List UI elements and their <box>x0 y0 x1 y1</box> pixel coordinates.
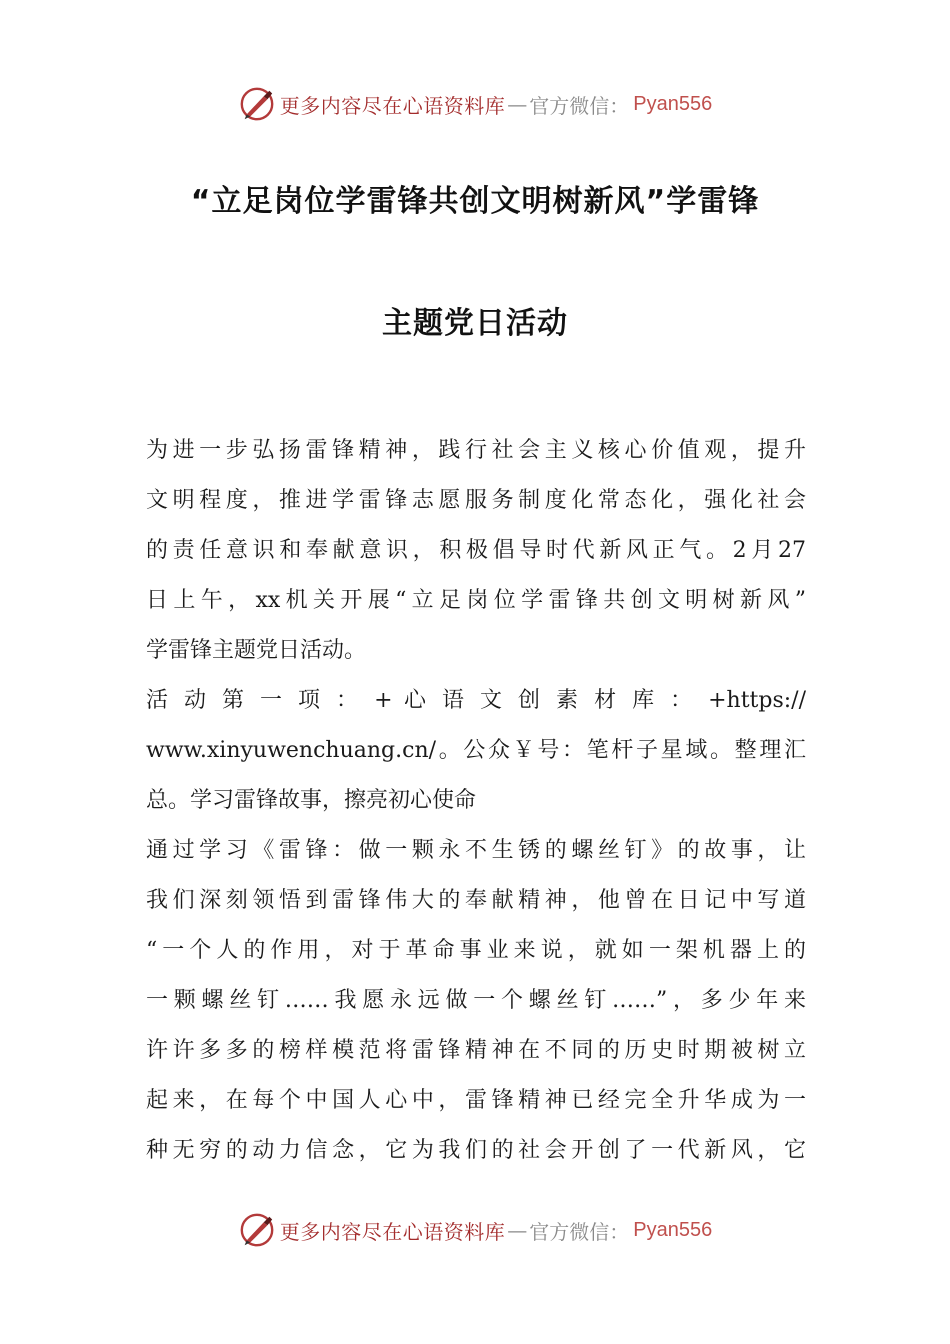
body-line: 的责任意识和奉献意识，积极倡导时代新风正气。2月27 <box>146 538 806 563</box>
body-line: 一颗螺丝钉……我愿永远做一个螺丝钉……”，多少年来 <box>146 988 806 1013</box>
body-line: “一个人的作用，对于革命事业来说，就如一架机器上的 <box>146 938 806 963</box>
body-line: 日上午，xx机关开展“立足岗位学雷锋共创文明树新风” <box>146 588 806 613</box>
body-line: 学雷锋主题党日活动。 <box>146 638 367 663</box>
page-title-line-1: “立足岗位学雷锋共创文明树新风”学雷锋 <box>190 184 760 219</box>
body-line: 种无穷的动力信念，它为我们的社会开创了一代新风，它 <box>146 1138 806 1163</box>
body-text <box>146 426 806 1176</box>
banner-wechat-id: Pyan556 <box>633 92 713 115</box>
body-line: 通过学习《雷锋：做一颗永不生锈的螺丝钉》的故事，让 <box>146 838 806 863</box>
body-line: 许许多多的榜样模范将雷锋精神在不同的历史时期被树立 <box>146 1038 806 1063</box>
banner-wechat-id: Pyan556 <box>633 1218 713 1241</box>
page-title-line-2: 主题党日活动 <box>382 306 568 341</box>
body-line: 总。学习雷锋故事，擦亮初心使命 <box>146 788 477 813</box>
banner-text: 更多内容尽在心语资料库 <box>279 1219 506 1244</box>
banner-text: 更多内容尽在心语资料库 <box>279 93 506 118</box>
body-line: 文明程度，推进学雷锋志愿服务制度化常态化，强化社会 <box>146 488 806 513</box>
banner-dash: — <box>507 1218 528 1242</box>
body-line: 起来，在每个中国人心中，雷锋精神已经完全升华成为一 <box>146 1088 806 1113</box>
body-line: 活 动 第 一 项 ： + 心 语 文 创 素 材 库 ： +https:// <box>146 688 806 713</box>
banner-official-label: 官方微信： <box>529 1219 630 1244</box>
header-banner <box>0 82 950 126</box>
pen-logo-icon <box>238 85 276 123</box>
banner-dash: — <box>507 92 528 116</box>
footer-banner <box>0 1208 950 1252</box>
pen-logo-icon <box>238 1211 276 1249</box>
body-line: 为进一步弘扬雷锋精神，践行社会主义核心价值观，提升 <box>146 438 806 463</box>
banner-official-label: 官方微信： <box>529 93 630 118</box>
body-line: www.xinyuwenchuang.cn/。公众￥号：笔杆子星域。整理汇 <box>146 738 806 763</box>
body-line: 我们深刻领悟到雷锋伟大的奉献精神，他曾在日记中写道 <box>146 888 806 913</box>
